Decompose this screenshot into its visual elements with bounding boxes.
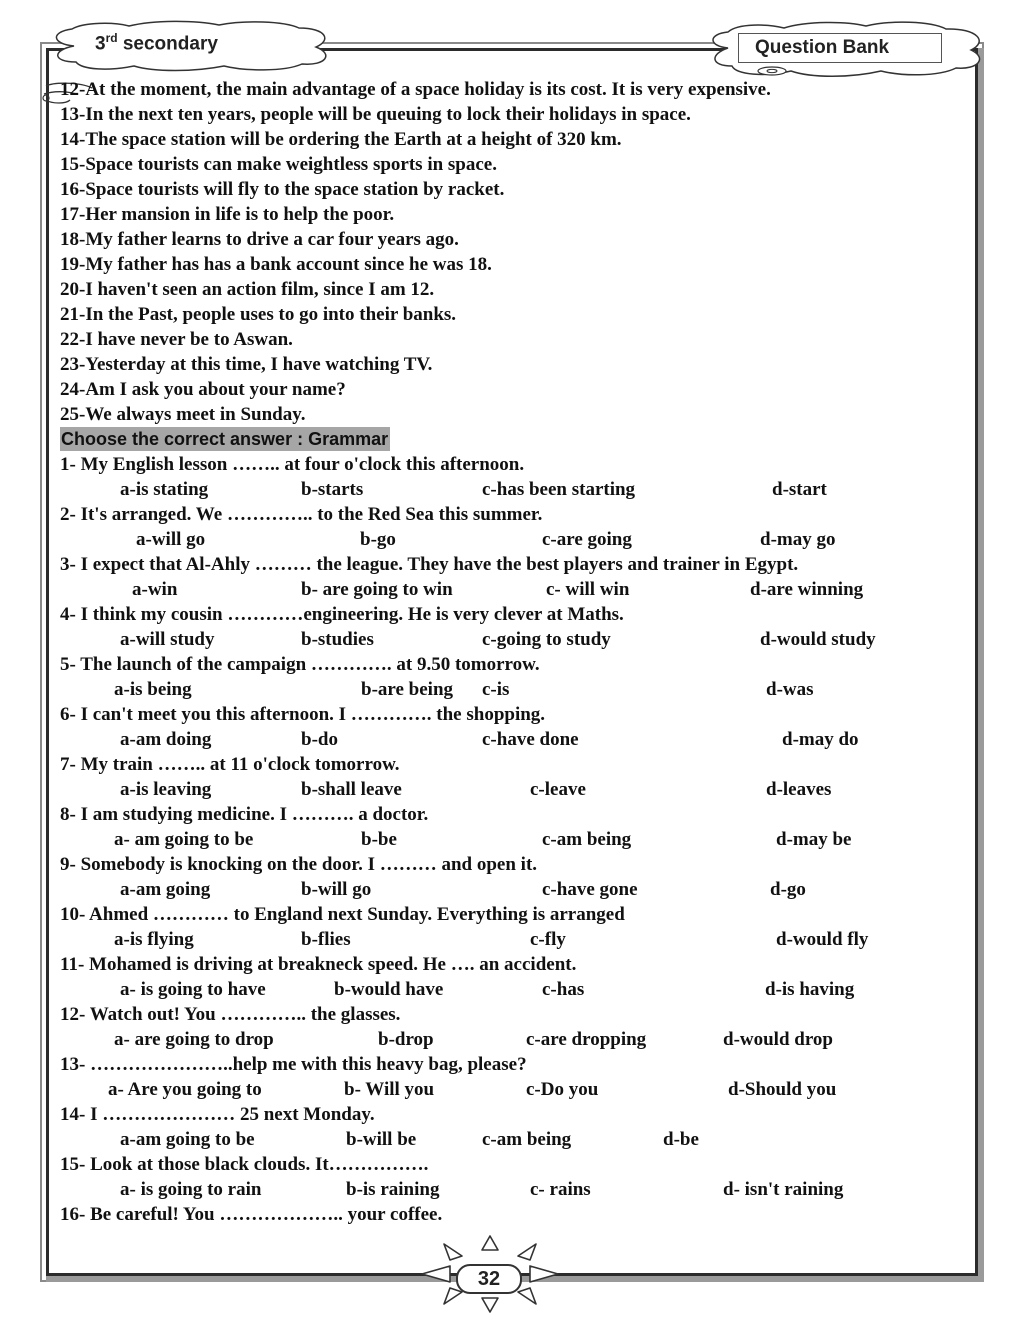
option-b[interactable]: b-do <box>301 729 338 750</box>
option-c[interactable]: c-are going <box>542 529 632 550</box>
option-row <box>60 777 960 802</box>
option-row <box>60 727 960 752</box>
question-stem: 7- My train …….. at 11 o'clock tomorrow. <box>60 754 400 775</box>
option-d[interactable]: d-Should you <box>728 1079 837 1100</box>
option-row <box>60 677 960 702</box>
option-d[interactable]: d-may be <box>776 829 852 850</box>
question-stem: 6- I can't meet you this afternoon. I …………. the shopping. <box>60 704 546 725</box>
option-a[interactable]: a-am going <box>120 879 211 900</box>
option-d[interactable]: d-may do <box>782 729 859 750</box>
correction-item: 23-Yesterday at this time, I have watching TV. <box>60 354 433 375</box>
question-stem: 5- The launch of the campaign …………. at 9.50 tomorrow. <box>60 654 540 675</box>
option-c[interactable]: c-am being <box>482 1129 572 1150</box>
option-row <box>60 1177 960 1202</box>
option-b[interactable]: b-would have <box>334 979 444 1000</box>
correction-section <box>60 77 960 427</box>
option-c[interactable]: c- rains <box>530 1179 591 1200</box>
option-a[interactable]: a-is flying <box>114 929 194 950</box>
option-a[interactable]: a- am going to be <box>114 829 254 850</box>
option-b[interactable]: b-are being <box>361 679 454 700</box>
option-a[interactable]: a-will study <box>120 629 215 650</box>
correction-item: 18-My father learns to drive a car four years ago. <box>60 229 459 250</box>
option-d[interactable]: d- isn't raining <box>723 1179 844 1200</box>
option-row <box>60 527 960 552</box>
correction-item: 24-Am I ask you about your name? <box>60 379 346 400</box>
correction-item: 19-My father has has a bank account since he was 18. <box>60 254 492 275</box>
option-b[interactable]: b-drop <box>378 1029 434 1050</box>
option-row <box>60 577 960 602</box>
option-d[interactable]: d-would fly <box>776 929 869 950</box>
header-bank-label: Question Bank <box>755 37 890 58</box>
option-a[interactable]: a-win <box>132 579 178 600</box>
correction-item: 20-I haven't seen an action film, since I am 12. <box>60 279 435 300</box>
question-stem: 2- It's arranged. We ………….. to the Red Sea this summer. <box>60 504 543 525</box>
option-d[interactable]: d-leaves <box>766 779 832 800</box>
option-b[interactable]: b-will go <box>301 879 372 900</box>
option-a[interactable]: a-is stating <box>120 479 209 500</box>
correction-item: 13-In the next ten years, people will be queuing to lock their holidays in space. <box>60 104 691 125</box>
correction-item: 15-Space tourists can make weightless sports in space. <box>60 154 497 175</box>
option-c[interactable]: c-are dropping <box>526 1029 647 1050</box>
option-a[interactable]: a- Are you going to <box>108 1079 262 1100</box>
option-row <box>60 477 960 502</box>
option-c[interactable]: c- will win <box>546 579 630 600</box>
option-row <box>60 927 960 952</box>
question-stem: 8- I am studying medicine. I ………. a doctor. <box>60 804 429 825</box>
option-b[interactable]: b-will be <box>346 1129 417 1150</box>
question-stem: 15- Look at those black clouds. It……………. <box>60 1154 429 1175</box>
question-stem: 13- …………………..help me with this heavy bag, please? <box>60 1054 527 1075</box>
option-b[interactable]: b- Will you <box>344 1079 435 1100</box>
option-b[interactable]: b-flies <box>301 929 351 950</box>
option-row <box>60 1077 960 1102</box>
section-title: Choose the correct answer : Grammar <box>61 429 389 449</box>
question-stem: 14- I ………………… 25 next Monday. <box>60 1104 375 1125</box>
option-b[interactable]: b-is raining <box>346 1179 440 1200</box>
option-d[interactable]: d-start <box>772 479 827 500</box>
option-d[interactable]: d-are winning <box>750 579 864 600</box>
correction-item: 22-I have never be to Aswan. <box>60 329 293 350</box>
option-row <box>60 1127 960 1152</box>
option-b[interactable]: b- are going to win <box>301 579 453 600</box>
option-b[interactable]: b-starts <box>301 479 364 500</box>
question-list <box>60 452 960 1227</box>
question-stem: 11- Mohamed is driving at breakneck speed. He …. an accident. <box>60 954 577 975</box>
option-a[interactable]: a-is leaving <box>120 779 212 800</box>
option-a[interactable]: a-will go <box>136 529 206 550</box>
option-a[interactable]: a- is going to rain <box>120 1179 262 1200</box>
correction-item: 25-We always meet in Sunday. <box>60 404 306 425</box>
correction-item: 21-In the Past, people uses to go into their banks. <box>60 304 457 325</box>
question-stem: 12- Watch out! You ………….. the glasses. <box>60 1004 401 1025</box>
option-row <box>60 977 960 1002</box>
option-row <box>60 1027 960 1052</box>
option-b[interactable]: b-be <box>361 829 397 850</box>
question-stem: 3- I expect that Al-Ahly ……… the league. They have the best players and trainer in Egypt. <box>60 554 799 575</box>
option-b[interactable]: b-studies <box>301 629 374 650</box>
option-d[interactable]: d-may go <box>760 529 836 550</box>
option-c[interactable]: c-fly <box>530 929 566 950</box>
option-d[interactable]: d-would study <box>760 629 876 650</box>
option-c[interactable]: c-have gone <box>542 879 638 900</box>
option-c[interactable]: c-is <box>482 679 510 700</box>
option-a[interactable]: a- are going to drop <box>114 1029 274 1050</box>
option-c[interactable]: c-am being <box>542 829 632 850</box>
option-b[interactable]: b-go <box>360 529 396 550</box>
question-stem: 9- Somebody is knocking on the door. I ……… and open it. <box>60 854 538 875</box>
option-d[interactable]: d-would drop <box>723 1029 834 1050</box>
question-stem: 16- Be careful! You ……………….. your coffee. <box>60 1204 443 1225</box>
correction-item: 12-At the moment, the main advantage of a space holiday is its cost. It is very expensive. <box>60 79 771 100</box>
question-stem: 4- I think my cousin …………engineering. He is very clever at Maths. <box>60 604 624 625</box>
option-a[interactable]: a-is being <box>114 679 192 700</box>
option-d[interactable]: d-go <box>770 879 806 900</box>
option-a[interactable]: a- is going to have <box>120 979 266 1000</box>
correction-item: 14-The space station will be ordering the Earth at a height of 320 km. <box>60 129 622 150</box>
option-a[interactable]: a-am going to be <box>120 1129 255 1150</box>
question-stem: 1- My English lesson …….. at four o'clock this afternoon. <box>60 454 525 475</box>
section-heading-row <box>60 427 960 452</box>
option-c[interactable]: c-has <box>542 979 585 1000</box>
option-c[interactable]: c-leave <box>530 779 586 800</box>
option-c[interactable]: c-have done <box>482 729 579 750</box>
option-d[interactable]: d-be <box>663 1129 699 1150</box>
frame-shadow-right <box>978 48 984 1282</box>
option-c[interactable]: c-going to study <box>482 629 611 650</box>
option-b[interactable]: b-shall leave <box>301 779 402 800</box>
correction-item: 17-Her mansion in life is to help the poor. <box>60 204 395 225</box>
header-grade: 3rd secondary <box>95 31 218 55</box>
option-a[interactable]: a-am doing <box>120 729 212 750</box>
option-c[interactable]: c-has been starting <box>482 479 636 500</box>
page-number: 32 <box>456 1264 522 1294</box>
option-row <box>60 827 960 852</box>
option-row <box>60 627 960 652</box>
option-c[interactable]: c-Do you <box>526 1079 599 1100</box>
option-d[interactable]: d-is having <box>765 979 855 1000</box>
correction-item: 16-Space tourists will fly to the space station by racket. <box>60 179 505 200</box>
worksheet-content <box>60 77 960 1227</box>
option-d[interactable]: d-was <box>766 679 814 700</box>
question-stem: 10- Ahmed ………… to England next Sunday. Everything is arranged <box>60 904 625 925</box>
option-row <box>60 877 960 902</box>
